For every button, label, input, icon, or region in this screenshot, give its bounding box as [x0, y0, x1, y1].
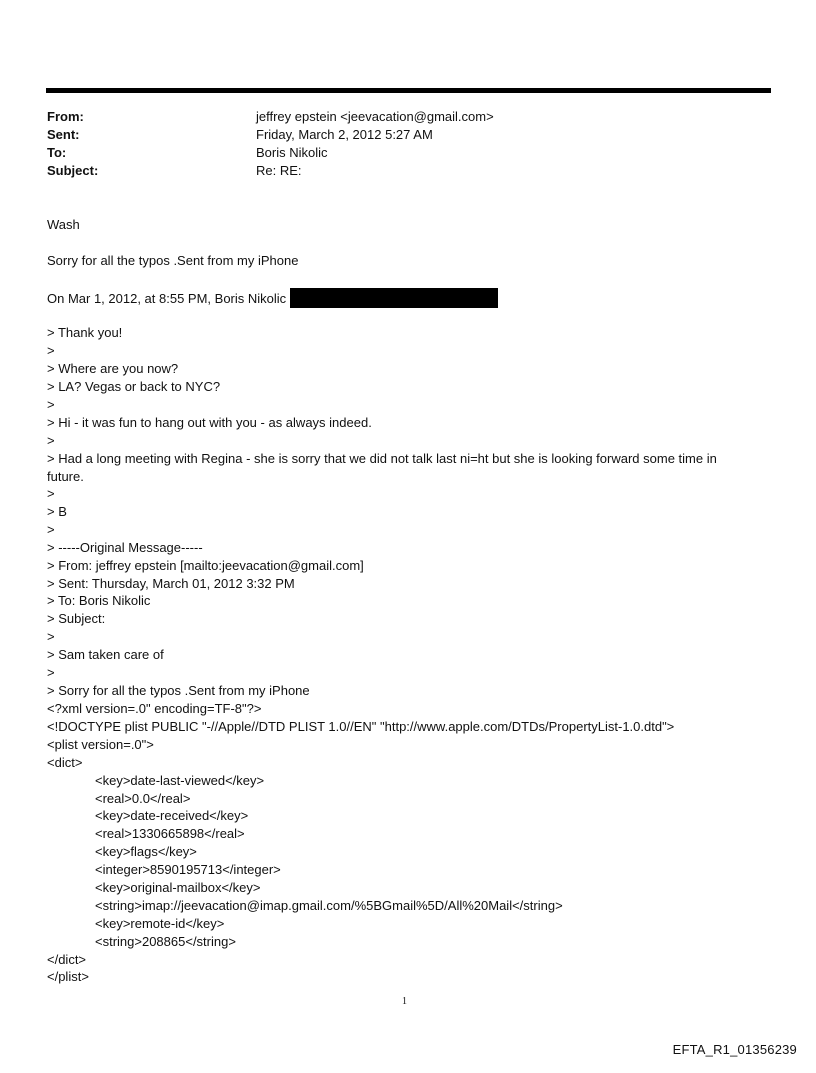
document-id: EFTA_R1_01356239	[672, 1042, 797, 1057]
signature: Sorry for all the typos .Sent from my iPhone	[47, 253, 299, 268]
plist-line: <string>imap://jeevacation@imap.gmail.com/%5BGmail%5D/All%20Mail</string>	[95, 898, 563, 913]
quoted-line: >	[47, 522, 55, 537]
quoted-line: >	[47, 433, 55, 448]
from-value: jeffrey epstein <jeevacation@gmail.com>	[256, 109, 494, 124]
xml-line: </dict>	[47, 952, 87, 967]
header-rule	[46, 88, 771, 93]
to-value: Boris Nikolic	[256, 145, 328, 160]
quoted-line: >	[47, 486, 55, 501]
quoted-line: > Had a long meeting with Regina - she is sorry that we did not talk last ni=ht but she is looking forward some time in	[47, 451, 717, 466]
sent-label: Sent:	[47, 127, 80, 142]
plist-line: <real>0.0</real>	[95, 791, 191, 806]
quoted-line: future.	[47, 469, 84, 484]
attribution-line	[47, 288, 498, 308]
quoted-line: > Sent: Thursday, March 01, 2012 3:32 PM	[47, 576, 295, 591]
quoted-line: > Where are you now?	[47, 361, 179, 376]
quoted-line: > Hi - it was fun to hang out with you - as always indeed.	[47, 415, 372, 430]
plist-line: <string>208865</string>	[95, 934, 236, 949]
subject-label: Subject:	[47, 163, 99, 178]
quoted-line: >	[47, 629, 55, 644]
quoted-line: > From: jeffrey epstein [mailto:jeevacation@gmail.com]	[47, 558, 364, 573]
plist-line: <key>flags</key>	[95, 844, 197, 859]
quoted-line: > Subject:	[47, 611, 106, 626]
quoted-line: > -----Original Message-----	[47, 540, 203, 555]
xml-line: </plist>	[47, 969, 89, 984]
to-label: To:	[47, 145, 67, 160]
subject-value: Re: RE:	[256, 163, 302, 178]
quoted-line: >	[47, 665, 55, 680]
page-number: 1	[402, 996, 407, 1007]
plist-line: <key>original-mailbox</key>	[95, 880, 261, 895]
xml-line: <dict>	[47, 755, 83, 770]
plist-line: <integer>8590195713</integer>	[95, 862, 281, 877]
plist-line: <key>remote-id</key>	[95, 916, 225, 931]
from-label: From:	[47, 109, 84, 124]
quoted-line: >	[47, 343, 55, 358]
sent-value: Friday, March 2, 2012 5:27 AM	[256, 127, 433, 142]
plist-line: <key>date-received</key>	[95, 808, 249, 823]
plist-line: <real>1330665898</real>	[95, 826, 245, 841]
redaction-block	[290, 288, 498, 308]
quoted-line: >	[47, 397, 55, 412]
attribution-text: On Mar 1, 2012, at 8:55 PM, Boris Nikolic	[47, 291, 287, 306]
xml-line: <plist version=.0">	[47, 737, 154, 752]
xml-line: <!DOCTYPE plist PUBLIC "-//Apple//DTD PLIST 1.0//EN" "http://www.apple.com/DTDs/PropertyList-1.0.dtd">	[47, 719, 675, 734]
quoted-line: > Sorry for all the typos .Sent from my iPhone	[47, 683, 310, 698]
quoted-line: > Thank you!	[47, 325, 123, 340]
greeting: Wash	[47, 217, 80, 232]
quoted-line: > LA? Vegas or back to NYC?	[47, 379, 221, 394]
plist-line: <key>date-last-viewed</key>	[95, 773, 265, 788]
quoted-line: > Sam taken care of	[47, 647, 164, 662]
xml-line: <?xml version=.0" encoding=TF-8"?>	[47, 701, 262, 716]
quoted-line: > To: Boris Nikolic	[47, 593, 151, 608]
quoted-line: > B	[47, 504, 67, 519]
